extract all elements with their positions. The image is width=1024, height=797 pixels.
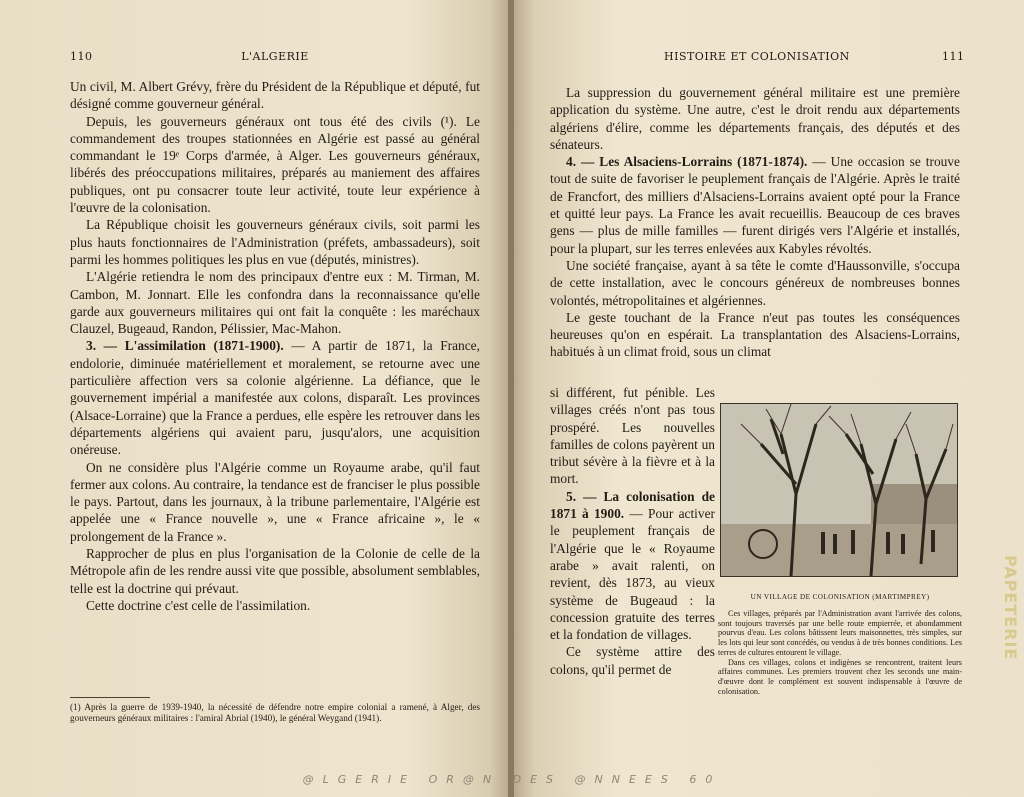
paragraph: Ce système attire des colons, qu'il permet de bbox=[550, 644, 715, 677]
paragraph: Cette doctrine c'est celle de l'assimilation. bbox=[86, 597, 311, 613]
section-heading-3: 3. — L'assimilation (1871-1900). bbox=[86, 338, 284, 354]
paragraph: La suppression du gouvernement général militaire est une première application du système. Une autre, c'est le droit rendu aux départements algériens d'élire, comme les départements français, des députés et des sénateurs. bbox=[550, 85, 960, 152]
paragraph: Rapprocher de plus en plus l'organisation de la Colonie de celle de la Métropole afin de les rendre aussi vite que possible, absolument semblables, telle est la doctrine qui prévaut. bbox=[70, 546, 480, 596]
village-photo bbox=[720, 403, 958, 577]
paragraph: Une société française, ayant à sa tête le comte d'Haussonville, s'occupa de cette installation, avec le concours généreux de nombreuses bonnes volontés, métropolitaines et algériennes. bbox=[550, 257, 960, 308]
paragraph: On ne considère plus l'Algérie comme un Royaume arabe, qu'il faut fermer aux colons. Au contraire, la tendance est de franciser le plus possible le pays. Partout, dans les journaux, à la tribune parlementaire, l'Algérie est appelée une « France nouvelle », une « France africaine », le « prolongement de la France ». bbox=[70, 459, 480, 544]
section-paragraph: 5. — La colonisation de 1871 à 1900. — Pour activer le peuplement français de l'Algérie que le « Royaume arabe » avait ralenti, on revient, dès 1873, au vieux système de Bugeaud : la concession gratuite des terres et la fondation de villages. bbox=[550, 488, 715, 643]
section-paragraph: 4. — Les Alsaciens-Lorrains (1871-1874). — Une occasion se trouve tout de suite de favoriser le peuplement français de l'Algérie. Après le traité de Francfort, des milliers d'Alsaciens-Lorrains avaient opté pour la France et quitté leur pays. La France les avait recueillis. Beaucoup de ces braves gens — plus de mille familles — furent dirigés vers l'Algérie et installés, pour la plupart, sur les terres enlevées aux Kabyles révoltés. bbox=[550, 154, 960, 256]
paragraph: Depuis, les gouverneurs généraux ont tous été des civils (¹). Le commandement des troupes stationnées en Algérie est passé au général commandant le 19ᵉ Corps d'armée, à Alger. Les gouverneurs généraux, libérés des préoccupations militaires, préparés au maniement des affaires publiques, ont pu consacrer toute leur activité, toute leur expérience à l'œuvre de la colonisation. bbox=[70, 113, 480, 216]
left-running-head: L'ALGERIE bbox=[241, 50, 309, 63]
photo-description bbox=[718, 609, 962, 696]
paragraph: L'Algérie retiendra le nom des principaux d'entre eux : M. Tirman, M. Cambon, M. Jonnart. Elle les confondra dans la reconnaissance qu'elle garde aux gouverneurs militaires qui ont fait la conquête : les maréchaux Clauzel, Bugeaud, Randon, Pélissier, Mac-Mahon. bbox=[70, 269, 480, 337]
footnote-rule bbox=[70, 697, 150, 698]
left-page bbox=[0, 0, 510, 797]
paragraph: si différent, fut pénible. Les villages créés n'ont pas tous prospéré. Les nouvelles familles de colons payèrent un tribut sévère à la fièvre et à la mort. bbox=[550, 385, 715, 487]
section-heading-4: 4. — Les Alsaciens-Lorrains (1871-1874). bbox=[566, 154, 808, 170]
caption-paragraph: Dans ces villages, colons et indigènes se rencontrent, traitent leurs affaires communes. Les premiers trouvent chez les seconds une main-d'œuvre dont le complément est souvent indispensable à l'œuvre de colonisation. bbox=[718, 657, 962, 696]
left-page-number: 110 bbox=[70, 50, 93, 63]
caption-paragraph: Ces villages, préparés par l'Administration avant l'arrivée des colons, sont toujours traversés par une belle route empierrée, et abondamment pourvus d'eau. Les colons bâtissent leurs maisonnettes, très simples, sur les lots qui leur sont concédés, ou vendus à de très bonnes conditions. Les terres de cultures entourent le village. bbox=[718, 609, 962, 657]
paragraph: Le geste touchant de la France n'eut pas toutes les conséquences heureuses qu'on en espérait. La transplantation des Alsaciens-Lorrains, habitués à un climat froid, sous un climat bbox=[550, 309, 960, 360]
section-heading-5: 5. — La colonisation de 1871 à 1900. bbox=[550, 488, 715, 522]
footnote: (1) Après la guerre de 1939-1940, la nécessité de défendre notre empire colonial a ramené, à Alger, des gouverneurs généraux militaires : l'amiral Abrial (1940), le général Weygand (1941). bbox=[70, 702, 480, 723]
left-body-text bbox=[70, 78, 480, 614]
right-page bbox=[514, 0, 1024, 797]
photo-caption: UN VILLAGE DE COLONISATION (MARTIMPREY) bbox=[750, 593, 930, 601]
right-body-text bbox=[550, 84, 960, 361]
left-column-text bbox=[550, 384, 715, 678]
watermark: @LGERIE OR@N DES @NNEES 60 bbox=[302, 773, 722, 786]
section-paragraph: 3. — L'assimilation (1871-1900). — A partir de 1871, la France, endolorie, diminuée matériellement et moralement, se retourne avec une particulière affection vers sa colonie algérienne. La défiance, que le gouvernement impérial a manifestée aux colons, disparaît. Les provinces (Alsace-Lorraine) que la France a perdues, elle espère les retrouver dans les départements algériens qui avaient paru, jusqu'alors, une acquisition onéreuse. bbox=[70, 338, 480, 458]
village-photo-image bbox=[721, 404, 957, 576]
side-stamp: PAPETERIE bbox=[1001, 555, 1020, 661]
paragraph: Un civil, M. Albert Grévy, frère du Président de la République et député, fut désigné comme gouverneur général. bbox=[70, 79, 480, 112]
right-page-number: 111 bbox=[942, 50, 965, 63]
right-running-head: HISTOIRE ET COLONISATION bbox=[664, 50, 850, 63]
paragraph: La République choisit les gouverneurs généraux civils, soit parmi les plus hauts fonctionnaires de l'Administration (préfets, ambassadeurs), soit parmi les hommes politiques les plus en vue (députés, ministres). bbox=[70, 217, 480, 267]
